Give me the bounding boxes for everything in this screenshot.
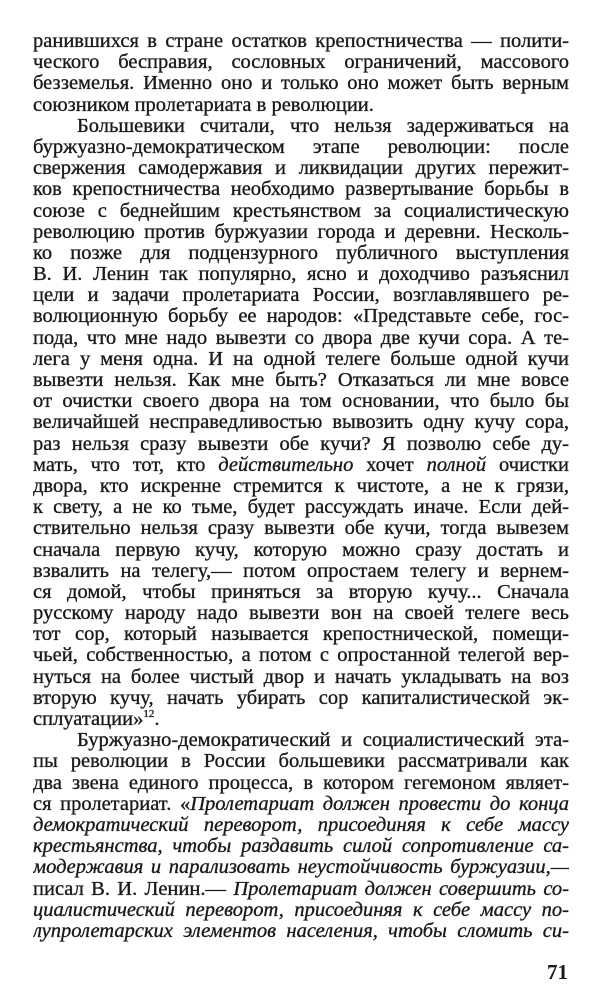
text-span: пода, что мне надо вывезти со двора две кучи сора. А те- [33, 327, 569, 349]
text-line [33, 518, 569, 539]
text-span: ческого бесправия, сословных ограничений, массового [33, 52, 569, 74]
text-span: взвалить на телегу,— потом опростаем телегу и вернем- [33, 560, 569, 582]
text-span: мать, что тот, кто [33, 454, 219, 476]
italic-text: полной [426, 454, 487, 476]
italic-text: действительно [218, 454, 354, 476]
text-line [33, 201, 569, 222]
text-span: писал В. И. Ленин.— [33, 878, 234, 900]
text-span: ранившихся в стране остатков крепостничества — полити- [33, 31, 569, 52]
text-line [33, 52, 569, 73]
text-line [33, 73, 569, 94]
text-line [33, 857, 569, 878]
text-span: пы революции в России большевики рассматривали как [33, 751, 569, 773]
text-line [33, 582, 569, 603]
text-line [33, 751, 569, 772]
page-text [33, 31, 569, 942]
text-span: цели и задачи пролетариата России, возглавлявшего ре- [33, 285, 569, 307]
text-span: очистки [486, 454, 569, 476]
text-span: союзе с беднейшим крестьянством за социалистическую [33, 200, 569, 222]
text-line [33, 285, 569, 306]
text-line [33, 900, 569, 921]
text-span: хочет [353, 454, 427, 476]
text-line [33, 95, 569, 116]
text-span: безземелья. Именно оно и только оно может быть верным [33, 73, 569, 95]
text-line [33, 158, 569, 179]
text-span: ся домой, чтобы приняться за вторую кучу... Сначала [33, 581, 569, 603]
text-line [33, 688, 569, 709]
text-line [33, 497, 569, 518]
text-line [33, 730, 569, 751]
italic-text: циалистический переворот, присоединяя к себе массу по- [33, 899, 569, 921]
text-span: вторую кучу, начать убирать сор капиталистической эк- [33, 687, 569, 709]
text-line [33, 349, 569, 370]
text-line [33, 137, 569, 158]
text-span: лега у меня одна. И на одной телеге больше одной кучи [33, 348, 569, 370]
text-line [33, 328, 569, 349]
italic-text: Пролетариат должен совершить со- [233, 878, 569, 900]
text-span: двора, кто искренне стремится к чистоте, а не к грязи, [33, 475, 569, 497]
text-span: чьей, собственностью, а потом с опростанной телегой вер- [33, 645, 569, 667]
text-span: сплуатации» [33, 709, 144, 730]
text-line [33, 434, 569, 455]
text-line [33, 709, 569, 730]
paragraph [33, 31, 569, 116]
text-span: русскому народу надо вывезти вон на своей телеге весь [33, 603, 569, 625]
text-line [33, 370, 569, 391]
text-span: Большевики считали, что нельзя задерживаться на [77, 115, 569, 137]
text-line [33, 624, 569, 645]
italic-text: демократический переворот, присоединяя к себе массу [33, 814, 569, 836]
text-line [33, 222, 569, 243]
text-span: два звена единого процесса, в котором гегемоном являет- [33, 772, 569, 794]
text-span: ков крепостничества необходимо развертывание борьбы в [33, 179, 569, 201]
text-line [33, 476, 569, 497]
text-span: нуться на более чистый двор и начать укладывать на воз [33, 666, 569, 688]
paragraph [33, 730, 569, 942]
text-line [33, 561, 569, 582]
italic-text: модержавия и парализовать неустойчивость буржуазии,— [33, 857, 569, 879]
text-span: свержения самодержавия и ликвидации других пережит- [33, 158, 569, 180]
page-number: 71 [547, 960, 568, 984]
text-span: раз нельзя сразу вывезти обе кучи? Я позволю себе ду- [33, 433, 569, 455]
italic-text: лупролетарских элементов населения, чтобы сломить си- [33, 920, 569, 942]
text-line [33, 116, 569, 137]
text-line [33, 306, 569, 327]
text-span: тот сор, который называется крепостнической, помещи- [33, 624, 569, 646]
text-span: к свету, а не ко тьме, будет рассуждать иначе. Если дей- [33, 497, 569, 519]
text-line [33, 879, 569, 900]
text-span: вывезти нельзя. Как мне быть? Отказаться ли мне вовсе [33, 370, 569, 391]
text-line [33, 264, 569, 285]
text-line [33, 391, 569, 412]
text-line [33, 540, 569, 561]
italic-text: крестьянства, чтобы раздавить силой сопротивление са- [33, 836, 569, 858]
text-line [33, 836, 569, 857]
italic-text: Пролетариат должен провести до конца [190, 793, 569, 815]
text-span: революцию против буржуазии города и деревни. Несколь- [33, 221, 569, 243]
text-line [33, 412, 569, 433]
text-span: В. И. Ленин так популярно, ясно и доходчиво разъяснил [33, 264, 569, 286]
text-line [33, 179, 569, 200]
text-line [33, 243, 569, 264]
text-span: буржуазно-демократическом этапе революции: после [33, 136, 569, 158]
text-line [33, 603, 569, 624]
text-line [33, 794, 569, 815]
text-span: волюционную борьбу ее народов: «Представьте себе, гос- [33, 306, 569, 328]
text-span: союзником пролетариата в революции. [33, 94, 374, 116]
text-line [33, 645, 569, 666]
text-line [33, 455, 569, 476]
text-span: сначала первую кучу, которую можно сразу достать и [33, 539, 569, 561]
text-line [33, 773, 569, 794]
text-span: величайшей несправедливостью вывозить одну кучу сора, [33, 412, 569, 434]
text-line [33, 667, 569, 688]
text-span: Буржуазно-демократический и социалистический эта- [77, 730, 569, 752]
text-span: ко позже для подцензурного публичного выступления [33, 242, 569, 264]
text-span: ся пролетариат. « [33, 793, 191, 815]
text-line [33, 815, 569, 836]
text-line [33, 921, 569, 942]
text-span: от очистки своего двора на том основании, что было бы [33, 391, 569, 413]
text-span: ствительно нельзя сразу вывезти обе кучи, тогда вывезем [33, 518, 569, 540]
footnote-ref: 12 [143, 709, 155, 720]
paragraph [33, 116, 569, 730]
text-line [33, 31, 569, 52]
text-span: . [154, 709, 160, 730]
